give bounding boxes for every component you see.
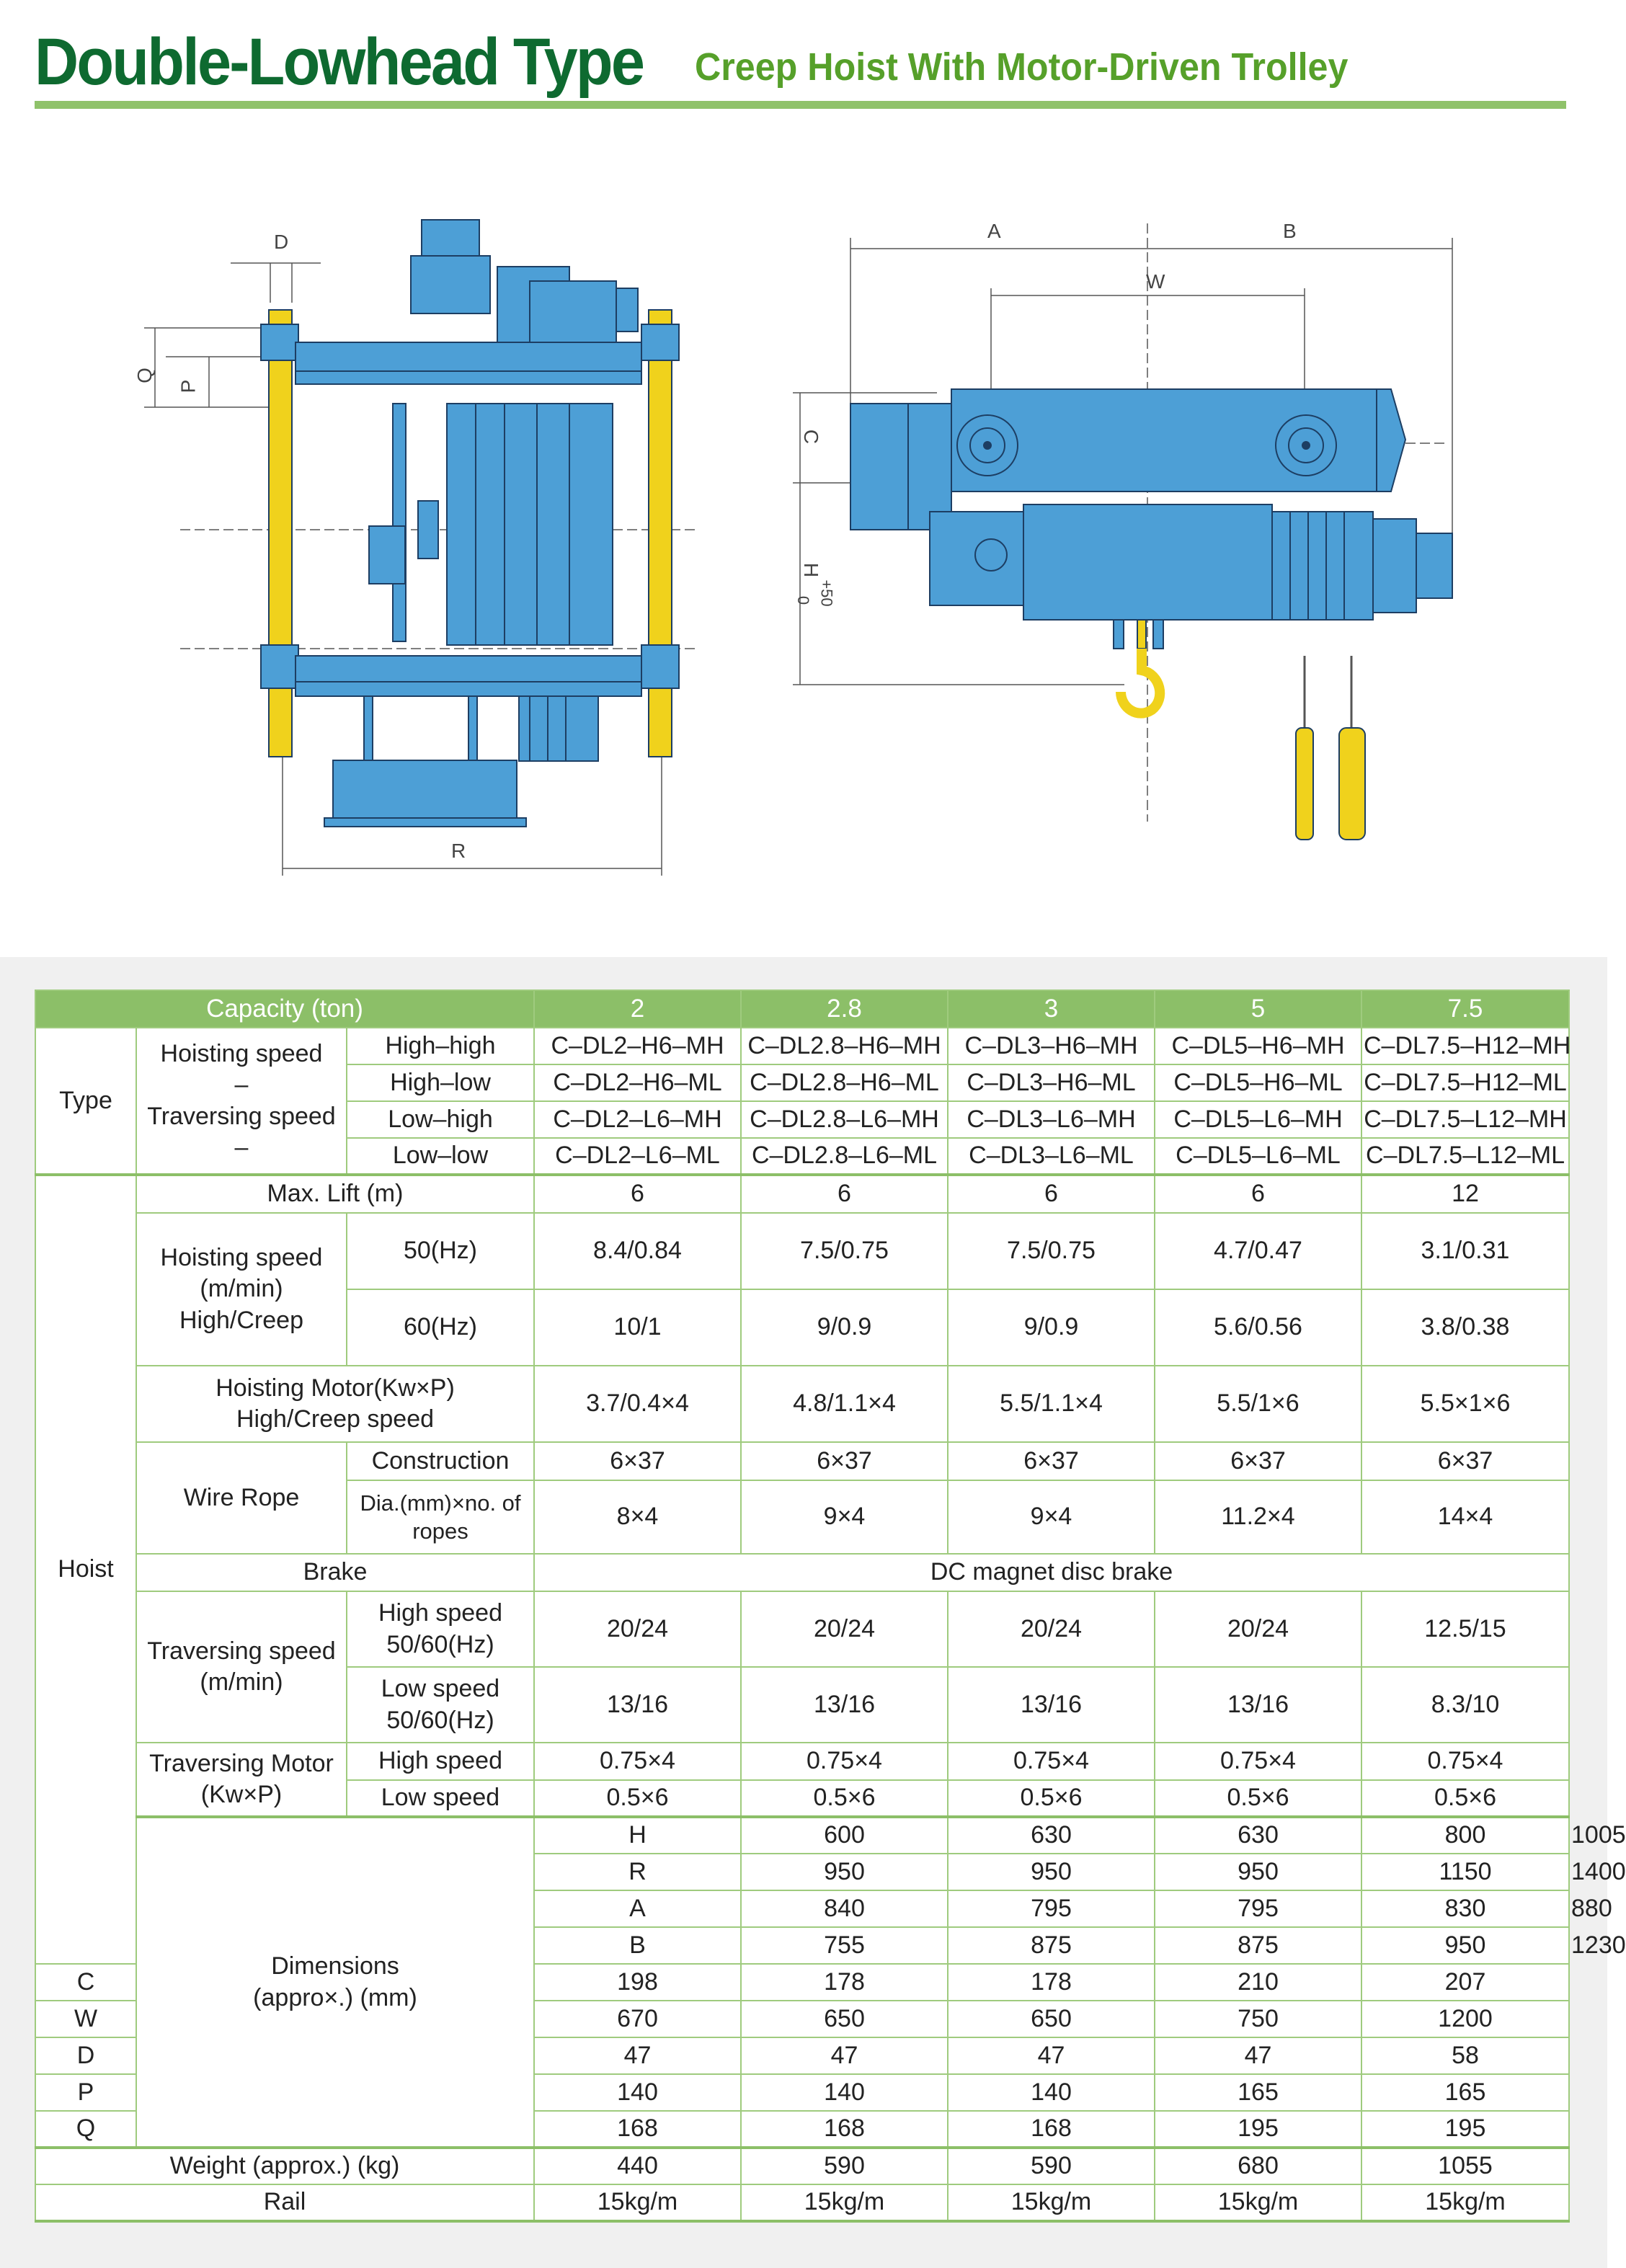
technical-drawings bbox=[0, 195, 1607, 915]
row-label: High–low bbox=[347, 1064, 534, 1101]
table-cell: 5.5/1×6 bbox=[1155, 1366, 1361, 1442]
table-cell: C–DL2.8–H6–MH bbox=[741, 1028, 948, 1064]
table-cell: 0.5×6 bbox=[1361, 1780, 1569, 1817]
table-cell: C–DL2.8–L6–ML bbox=[741, 1138, 948, 1175]
front-view-drawing bbox=[793, 223, 1452, 840]
dim-label-r: R bbox=[451, 840, 466, 862]
row-label: High–high bbox=[347, 1028, 534, 1064]
table-cell: 750 bbox=[1155, 2001, 1361, 2037]
table-cell: 9/0.9 bbox=[741, 1289, 948, 1366]
table-cell: C–DL5–L6–ML bbox=[1155, 1138, 1361, 1175]
table-cell: C–DL2–H6–ML bbox=[534, 1064, 741, 1101]
table-row bbox=[35, 1213, 1569, 1289]
row-label: W bbox=[35, 2001, 136, 2037]
table-cell: 680 bbox=[1155, 2148, 1361, 2184]
table-cell: 1200 bbox=[1361, 2001, 1569, 2037]
capacity-header-row bbox=[35, 990, 1569, 1028]
table-cell: 3.1/0.31 bbox=[1361, 1213, 1569, 1289]
table-cell: 650 bbox=[948, 2001, 1155, 2037]
capacity-value: 5 bbox=[1155, 990, 1361, 1028]
row-label bbox=[347, 1591, 534, 1667]
table-cell: 198 bbox=[534, 1964, 741, 2001]
table-cell: 8×4 bbox=[534, 1480, 741, 1554]
table-cell: 12.5/15 bbox=[1361, 1591, 1569, 1667]
row-label bbox=[347, 1667, 534, 1743]
dim-label-b: B bbox=[1283, 220, 1297, 242]
dim-label-h-tol-upper: +50 bbox=[817, 579, 836, 607]
table-cell: 0.75×4 bbox=[1155, 1743, 1361, 1780]
label-line: 50/60(Hz) bbox=[386, 1630, 494, 1658]
table-cell: 20/24 bbox=[1155, 1591, 1361, 1667]
table-row: Dimensions (appro×.) (mm) H 600 630 630 800 1005 bbox=[35, 1817, 1569, 1854]
table-cell: 15kg/m bbox=[1155, 2184, 1361, 2221]
table-cell: C–DL7.5–H12–ML bbox=[1361, 1064, 1569, 1101]
table-cell: C–DL7.5–L12–ML bbox=[1361, 1138, 1569, 1175]
table-row: A 840 795 795 830 880 bbox=[35, 1890, 1569, 1927]
table-cell: 950 bbox=[741, 1854, 948, 1890]
table-cell: 630 bbox=[948, 1817, 1155, 1854]
table-cell: 15kg/m bbox=[1361, 2184, 1569, 2221]
row-label: Max. Lift (m) bbox=[136, 1175, 534, 1213]
table-cell: 13/16 bbox=[741, 1667, 948, 1743]
table-cell: 5.5/1.1×4 bbox=[948, 1366, 1155, 1442]
table-cell: 6 bbox=[534, 1175, 741, 1213]
label-line: (Kw×P) bbox=[200, 1781, 283, 1808]
row-label: P bbox=[35, 2074, 136, 2111]
table-cell: 20/24 bbox=[534, 1591, 741, 1667]
row-label: C bbox=[35, 1964, 136, 2001]
capacity-value: 3 bbox=[948, 990, 1155, 1028]
table-cell: 0.75×4 bbox=[534, 1743, 741, 1780]
row-label: Low–high bbox=[347, 1101, 534, 1138]
label-line: Dia.(mm)×no. of bbox=[360, 1490, 521, 1516]
table-cell: 178 bbox=[948, 1964, 1155, 2001]
label-line: High/Creep bbox=[179, 1306, 303, 1334]
label-line: Dimensions bbox=[271, 1952, 399, 1980]
wire-rope-label: Wire Rope bbox=[136, 1442, 347, 1554]
page-header bbox=[35, 25, 1566, 111]
table-row bbox=[35, 1028, 1569, 1064]
dim-label-h-tol-lower: 0 bbox=[794, 595, 813, 605]
table-cell: 210 bbox=[1155, 1964, 1361, 2001]
title-divider bbox=[35, 101, 1566, 109]
row-label: Low–low bbox=[347, 1138, 534, 1175]
row-label: Brake bbox=[136, 1554, 534, 1591]
page-subtitle: Creep Hoist With Motor-Driven Trolley bbox=[695, 45, 1349, 89]
table-cell: 1150 bbox=[1361, 1854, 1569, 1890]
table-cell: 15kg/m bbox=[948, 2184, 1155, 2221]
table-cell: 9/0.9 bbox=[948, 1289, 1155, 1366]
row-label: Q bbox=[35, 2111, 136, 2148]
label-line: (appro×.) (mm) bbox=[253, 1983, 417, 2011]
table-cell: 7.5/0.75 bbox=[741, 1213, 948, 1289]
type-group-line: – bbox=[234, 1071, 249, 1099]
dim-label-h: H bbox=[800, 562, 823, 578]
table-row bbox=[35, 1442, 1569, 1480]
table-cell: 950 bbox=[1361, 1927, 1569, 1964]
table-cell: 590 bbox=[948, 2148, 1155, 2184]
table-cell: 6×37 bbox=[1361, 1442, 1569, 1480]
table-cell: 47 bbox=[534, 2037, 741, 2074]
table-cell: 4.7/0.47 bbox=[1155, 1213, 1361, 1289]
table-cell: 207 bbox=[1361, 1964, 1569, 2001]
row-label: High speed bbox=[347, 1743, 534, 1780]
table-cell: 950 bbox=[1155, 1854, 1361, 1890]
table-cell: 178 bbox=[741, 1964, 948, 2001]
table-cell: 13/16 bbox=[1155, 1667, 1361, 1743]
table-cell: C–DL2.8–L6–MH bbox=[741, 1101, 948, 1138]
table-row bbox=[35, 2148, 1569, 2184]
row-label: H bbox=[534, 1817, 741, 1854]
traversing-speed-label bbox=[136, 1591, 347, 1743]
dimensions-label bbox=[136, 1817, 534, 2148]
table-cell: 47 bbox=[1155, 2037, 1361, 2074]
table-cell: C–DL2.8–H6–ML bbox=[741, 1064, 948, 1101]
table-cell: 795 bbox=[948, 1890, 1155, 1927]
table-cell: 5.6/0.56 bbox=[1155, 1289, 1361, 1366]
dim-label-a: A bbox=[987, 220, 1001, 242]
table-cell: C–DL3–L6–MH bbox=[948, 1101, 1155, 1138]
table-cell: 8.3/10 bbox=[1361, 1667, 1569, 1743]
table-cell: 830 bbox=[1361, 1890, 1569, 1927]
table-cell: C–DL2–L6–ML bbox=[534, 1138, 741, 1175]
hoist-section-label: Hoist bbox=[35, 1175, 136, 1964]
dim-label-d: D bbox=[274, 231, 289, 253]
row-label: D bbox=[35, 2037, 136, 2074]
table-cell: 10/1 bbox=[534, 1289, 741, 1366]
table-cell: 875 bbox=[1155, 1927, 1361, 1964]
table-cell: 165 bbox=[1361, 2074, 1569, 2111]
table-cell: 0.5×6 bbox=[948, 1780, 1155, 1817]
table-row bbox=[35, 2184, 1569, 2221]
label-line: Hoisting speed bbox=[160, 1244, 323, 1272]
table-cell: 840 bbox=[741, 1890, 948, 1927]
table-row bbox=[35, 1743, 1569, 1780]
table-cell: 9×4 bbox=[741, 1480, 948, 1554]
row-label: A bbox=[534, 1890, 741, 1927]
label-line: (m/min) bbox=[200, 1275, 283, 1303]
table-cell: 3.8/0.38 bbox=[1361, 1289, 1569, 1366]
table-cell: 0.75×4 bbox=[948, 1743, 1155, 1780]
type-group-line: Hoisting speed bbox=[160, 1040, 323, 1068]
table-cell: C–DL3–H6–ML bbox=[948, 1064, 1155, 1101]
traversing-motor-label bbox=[136, 1743, 347, 1817]
table-cell: 8.4/0.84 bbox=[534, 1213, 741, 1289]
table-cell: 7.5/0.75 bbox=[948, 1213, 1155, 1289]
table-cell: 6 bbox=[948, 1175, 1155, 1213]
hoisting-motor-label bbox=[136, 1366, 534, 1442]
table-cell: 440 bbox=[534, 2148, 741, 2184]
table-row bbox=[35, 1554, 1569, 1591]
label-line: ropes bbox=[412, 1518, 468, 1544]
table-cell: 140 bbox=[741, 2074, 948, 2111]
table-cell: 650 bbox=[741, 2001, 948, 2037]
capacity-label: Capacity (ton) bbox=[35, 990, 534, 1028]
side-view-drawing bbox=[144, 220, 699, 876]
table-cell: 0.75×4 bbox=[741, 1743, 948, 1780]
table-cell: 6×37 bbox=[534, 1442, 741, 1480]
label-line: High/Creep speed bbox=[236, 1405, 435, 1433]
capacity-value: 2 bbox=[534, 990, 741, 1028]
table-cell: 6 bbox=[741, 1175, 948, 1213]
table-cell: 1055 bbox=[1361, 2148, 1569, 2184]
table-cell: 13/16 bbox=[534, 1667, 741, 1743]
table-cell: 20/24 bbox=[948, 1591, 1155, 1667]
row-label bbox=[347, 1480, 534, 1554]
table-cell: 590 bbox=[741, 2148, 948, 2184]
table-cell: DC magnet disc brake bbox=[534, 1554, 1569, 1591]
table-cell: 950 bbox=[948, 1854, 1155, 1890]
table-cell: 0.75×4 bbox=[1361, 1743, 1569, 1780]
table-cell: 875 bbox=[948, 1927, 1155, 1964]
label-line: Traversing speed bbox=[147, 1637, 336, 1665]
table-cell: 168 bbox=[534, 2111, 741, 2148]
hoisting-speed-label bbox=[136, 1213, 347, 1366]
table-cell: 168 bbox=[741, 2111, 948, 2148]
label-line: Hoisting Motor(Kw×P) bbox=[216, 1374, 455, 1402]
table-cell: 165 bbox=[1155, 2074, 1361, 2111]
table-cell: 47 bbox=[948, 2037, 1155, 2074]
table-cell: C–DL5–H6–ML bbox=[1155, 1064, 1361, 1101]
label-line: Traversing Motor bbox=[149, 1749, 334, 1777]
table-cell: C–DL7.5–L12–MH bbox=[1361, 1101, 1569, 1138]
table-cell: 9×4 bbox=[948, 1480, 1155, 1554]
table-cell: 6×37 bbox=[948, 1442, 1155, 1480]
dim-label-q: Q bbox=[133, 368, 156, 383]
label-line: High speed bbox=[378, 1599, 502, 1627]
row-label: B bbox=[534, 1927, 741, 1964]
table-cell: 0.5×6 bbox=[1155, 1780, 1361, 1817]
table-row bbox=[35, 1175, 1569, 1213]
table-cell: C–DL2–L6–MH bbox=[534, 1101, 741, 1138]
table-cell: 6×37 bbox=[741, 1442, 948, 1480]
table-cell: 630 bbox=[1155, 1817, 1361, 1854]
table-cell: 6 bbox=[1155, 1175, 1361, 1213]
row-label: 60(Hz) bbox=[347, 1289, 534, 1366]
type-group-line: – bbox=[234, 1133, 249, 1161]
table-cell: 195 bbox=[1155, 2111, 1361, 2148]
table-cell: 140 bbox=[948, 2074, 1155, 2111]
table-row bbox=[35, 1366, 1569, 1442]
table-cell: 14×4 bbox=[1361, 1480, 1569, 1554]
table-cell: 12 bbox=[1361, 1175, 1569, 1213]
table-cell: C–DL5–H6–MH bbox=[1155, 1028, 1361, 1064]
table-row bbox=[35, 1591, 1569, 1667]
hoist-drawing-svg bbox=[0, 195, 1607, 915]
table-cell: 47 bbox=[741, 2037, 948, 2074]
page-title: Double-Lowhead Type bbox=[35, 25, 644, 99]
table-cell: 795 bbox=[1155, 1890, 1361, 1927]
spec-table-area bbox=[0, 957, 1626, 2268]
table-cell: C–DL3–H6–MH bbox=[948, 1028, 1155, 1064]
table-cell: 600 bbox=[741, 1817, 948, 1854]
table-cell: 0.5×6 bbox=[534, 1780, 741, 1817]
table-cell: 11.2×4 bbox=[1155, 1480, 1361, 1554]
row-label: Weight (approx.) (kg) bbox=[35, 2148, 534, 2184]
type-group-label bbox=[136, 1028, 347, 1175]
dim-label-p: P bbox=[177, 379, 200, 393]
label-line: Low speed bbox=[381, 1675, 500, 1703]
table-cell: C–DL2–H6–MH bbox=[534, 1028, 741, 1064]
table-cell: 5.5×1×6 bbox=[1361, 1366, 1569, 1442]
table-cell: 15kg/m bbox=[534, 2184, 741, 2221]
type-group-line: Traversing speed bbox=[147, 1102, 336, 1130]
dim-label-c: C bbox=[800, 429, 823, 445]
table-cell: C–DL7.5–H12–MH bbox=[1361, 1028, 1569, 1064]
label-line: (m/min) bbox=[200, 1668, 283, 1696]
row-label: Rail bbox=[35, 2184, 534, 2221]
row-label: Construction bbox=[347, 1442, 534, 1480]
table-cell: 20/24 bbox=[741, 1591, 948, 1667]
table-cell: 140 bbox=[534, 2074, 741, 2111]
type-section-label: Type bbox=[35, 1028, 136, 1175]
table-row: B 755 875 875 950 1230 bbox=[35, 1927, 1569, 1964]
table-row: R 950 950 950 1150 1400 bbox=[35, 1854, 1569, 1890]
capacity-value: 7.5 bbox=[1361, 990, 1569, 1028]
table-cell: 670 bbox=[534, 2001, 741, 2037]
table-cell: 15kg/m bbox=[741, 2184, 948, 2221]
table-cell: 168 bbox=[948, 2111, 1155, 2148]
table-cell: C–DL5–L6–MH bbox=[1155, 1101, 1361, 1138]
table-cell: 58 bbox=[1361, 2037, 1569, 2074]
table-cell: 3.7/0.4×4 bbox=[534, 1366, 741, 1442]
capacity-value: 2.8 bbox=[741, 990, 948, 1028]
table-cell: 755 bbox=[741, 1927, 948, 1964]
dim-label-w: W bbox=[1146, 270, 1165, 293]
spec-table bbox=[35, 990, 1626, 2223]
table-cell: C–DL3–L6–ML bbox=[948, 1138, 1155, 1175]
label-line: 50/60(Hz) bbox=[386, 1706, 494, 1734]
table-cell: 800 bbox=[1361, 1817, 1569, 1854]
row-label: R bbox=[534, 1854, 741, 1890]
table-cell: 6×37 bbox=[1155, 1442, 1361, 1480]
table-cell: 195 bbox=[1361, 2111, 1569, 2148]
row-label: Low speed bbox=[347, 1780, 534, 1817]
table-cell: 13/16 bbox=[948, 1667, 1155, 1743]
table-cell: 0.5×6 bbox=[741, 1780, 948, 1817]
row-label: 50(Hz) bbox=[347, 1213, 534, 1289]
table-cell: 4.8/1.1×4 bbox=[741, 1366, 948, 1442]
